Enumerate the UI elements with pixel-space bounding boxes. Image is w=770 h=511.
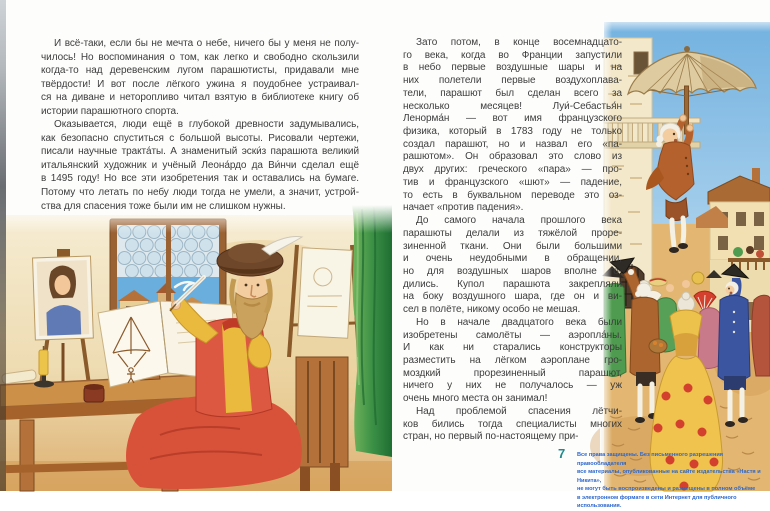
text-line: Потому что летать по небу люди тогда не умели, а значит, устрой-: [41, 187, 359, 199]
text-line: тив и французского «шют» — падение,: [403, 176, 622, 188]
ink-pot: [84, 384, 104, 402]
text-line: рашютом». Он образовал это слово из: [403, 151, 622, 163]
paragraph: [403, 215, 622, 317]
text-line: как безопасно спуститься с большой высоты. Рисовали чертежи,: [41, 132, 359, 144]
text-line: ства для спасения тоже были им не слишком нужны.: [41, 200, 286, 212]
text-line: зиненной ткани. Они были большими: [403, 240, 622, 252]
page-edge-shadow: [0, 0, 6, 491]
text-line: Над проблемой спасения лётчи-: [416, 405, 622, 417]
text-line: чилось! Но воспоминания о том, как легко и свободно скользили: [41, 51, 359, 63]
text-line: ков бились тогда специалисты многих: [403, 418, 622, 430]
text-line: двух других: греческого «пара» — про-: [403, 164, 622, 176]
text-line: И как ни старались конструкторы: [403, 342, 622, 354]
text-line: сел в полёте, никому особо не мешая.: [403, 304, 581, 316]
text-line: итальянский художник и учёный Леона́рдо да Ви́нчи сделал ещё: [41, 159, 359, 171]
portrait-dress: [46, 304, 81, 335]
text-line: Оказывается, люди ещё в глубокой древности задумывались,: [54, 119, 359, 131]
right-page-text: [403, 37, 622, 444]
copyright-line: все материалы, опубликованные на сайте издательства «Настя и Никита»,: [577, 469, 761, 484]
text-line: твёрдости! И вот после лёгкого ужина я поудобнее устраивал-: [41, 78, 359, 90]
parachute-jump-illustration: [600, 16, 770, 491]
text-line: Ленорма́н — вот имя французского: [403, 113, 622, 125]
text-line: И всё-таки, если бы не мечта о небе, ничего бы у меня не полу-: [54, 38, 359, 49]
text-line: Но в начале двадцатого века были: [416, 316, 622, 328]
page-number: 7: [558, 446, 566, 461]
left-page-text: [41, 37, 359, 213]
text-line: стран, но первый по-настоящему при-: [403, 431, 579, 443]
text-line: и очень неудобными в обращении,: [403, 253, 622, 265]
text-line: ничего у них не получалось — уж: [403, 380, 622, 392]
text-line: разместить на лёгком аэроплане гро-: [403, 354, 622, 366]
text-line: в небо первые воздушные шары и на: [403, 62, 622, 74]
text-line: моздкий прорезиненный парашют,: [403, 367, 622, 379]
text-line: истории парашютного спорта.: [41, 105, 179, 117]
paragraph: [41, 37, 359, 118]
text-line: в 1495 году! Но все эти изобретения так и оставались на бумаге.: [41, 173, 359, 185]
basket: [649, 339, 667, 353]
text-line: изобретены самолёты — аэропла́ны.: [403, 329, 622, 341]
text-line: тели, парашют был сделан всего за: [403, 87, 622, 99]
text-line: До самого начала прошлого века: [416, 215, 622, 227]
text-line: ся на диване и неторопливо читал взятую в библиотеке книгу об: [41, 92, 359, 104]
paragraph: [403, 37, 622, 215]
copyright-line: не могут быть воспроизведены и размещены в полном объёме: [577, 486, 756, 492]
text-line: парашюты делали из тяжёлой проре-: [403, 227, 622, 239]
text-line: когда-то над деревенским лугом парашютисты, придавали мне: [41, 65, 359, 77]
copyright-notice: [577, 451, 769, 511]
text-line: создал парашют, но и назвал его «па-: [403, 138, 622, 150]
text-line: них полетели первые воздухоплава-: [403, 75, 622, 87]
paragraph: [403, 406, 622, 444]
copyright-line: в электронном формате в сети Интернет для публичного использования.: [577, 494, 737, 509]
text-line: дились. Купол парашюта закрепляли: [403, 278, 622, 290]
text-line: физика, который в 1783 году не только: [403, 126, 622, 138]
paragraph: [403, 317, 622, 406]
paragraph: [41, 118, 359, 213]
text-line: го века, когда во Франции запустили: [403, 49, 622, 61]
text-line: несколько месяцев! Луи́-Себастья́н: [403, 100, 622, 112]
edge-figure: [752, 295, 770, 376]
text-line: Зато потом, в конце восемнадцато-: [416, 37, 622, 48]
text-line: начает «против падения».: [403, 202, 524, 214]
text-line: очень много места он занимал!: [403, 393, 548, 405]
text-line: но для воздушных шаров вполне го-: [403, 265, 622, 277]
text-line: писали научные тракта́ты. А знаменитый эски́з парашюта великий: [41, 146, 359, 158]
leonardo-da-vinci-illustration: [0, 205, 392, 491]
copyright-line: Все права защищены. Без письменного разрешения правообладателя: [577, 452, 724, 467]
text-line: то есть в буквальном переводе это оз-: [403, 189, 622, 201]
text-line: на боку воздушного шара, где он и ви-: [403, 291, 622, 303]
